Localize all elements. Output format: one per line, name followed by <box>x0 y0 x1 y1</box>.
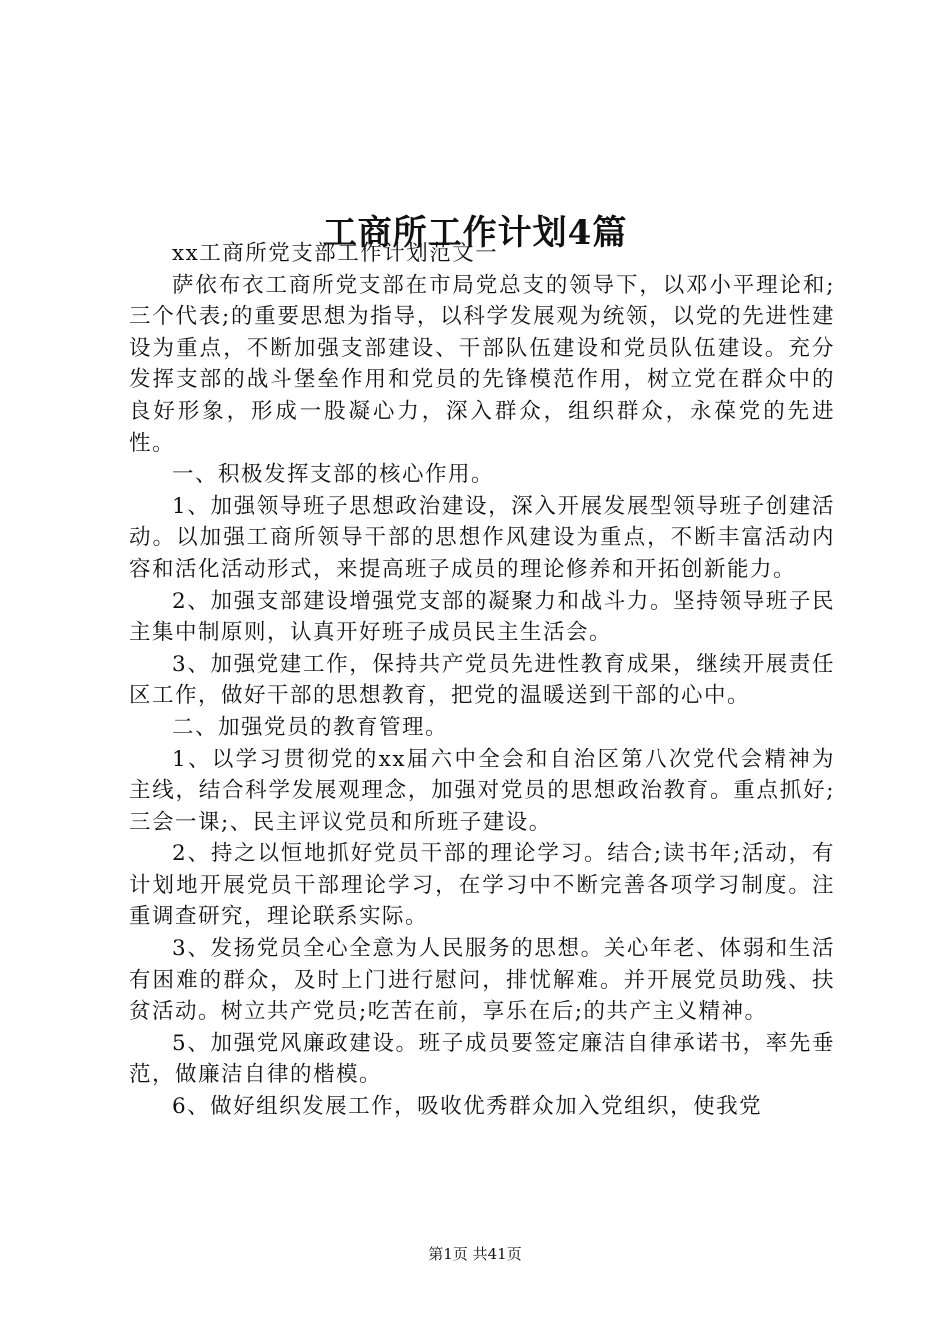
section-heading: 一、积极发挥支部的核心作用。 <box>172 462 495 488</box>
paragraph: 1、加强领导班子思想政治建设，深入开展发展型领导班子创建活动。以加强工商所领导干部的思想作风建设为重点，不断丰富活动内容和活化活动形式，来提高班子成员的理论修养和开拓创新能力。 <box>129 493 835 582</box>
paragraph: 3、发扬党员全心全意为人民服务的思想。关心年老、体弱和生活有困难的群众，及时上门进行慰问，排忧解难。并开展党员助残、扶贫活动。树立共产党员;吃苦在前，享乐在后;的共产主义精神。 <box>129 936 835 1025</box>
document-body <box>129 238 835 1123</box>
page-number-footer: 第1页 共41页 <box>428 1245 522 1263</box>
paragraph: 2、加强支部建设增强党支部的凝聚力和战斗力。坚持领导班子民主集中制原则，认真开好班子成员民主生活会。 <box>129 588 835 646</box>
paragraph: 1、以学习贯彻党的xx届六中全会和自治区第八次党代会精神为主线，结合科学发展观理念，加强对党员的思想政治教育。重点抓好;三会一课;、民主评议党员和所班子建设。 <box>129 746 835 835</box>
paragraph: 2、持之以恒地抓好党员干部的理论学习。结合;读书年;活动，有计划地开展党员干部理论学习，在学习中不断完善各项学习制度。注重调查研究，理论联系实际。 <box>129 841 835 930</box>
paragraph: 3、加强党建工作，保持共产党员先进性教育成果，继续开展责任区工作，做好干部的思想教育，把党的温暖送到干部的心中。 <box>129 651 835 709</box>
section-heading: xx工商所党支部工作计划范文一 <box>172 241 499 266</box>
paragraph: 萨依布衣工商所党支部在市局党总支的领导下，以邓小平理论和;三个代表;的重要思想为指导，以科学发展观为统领，以党的先进性建设为重点，不断加强支部建设、干部队伍建设和党员队伍建设。充分发挥支部的战斗堡垒作用和党员的先锋模范作用，树立党在群众中的良好形象，形成一股凝心力，深入群众，组织群众，永葆党的先进性。 <box>129 272 835 456</box>
section-heading: 二、加强党员的教育管理。 <box>172 714 449 740</box>
document-title: 工商所工作计划4篇 <box>322 212 628 253</box>
paragraph: 6、做好组织发展工作，吸收优秀群众加入党组织，使我党 <box>172 1094 763 1120</box>
paragraph: 5、加强党风廉政建设。班子成员要签定廉洁自律承诺书，率先垂范，做廉洁自律的楷模。 <box>129 1030 835 1088</box>
